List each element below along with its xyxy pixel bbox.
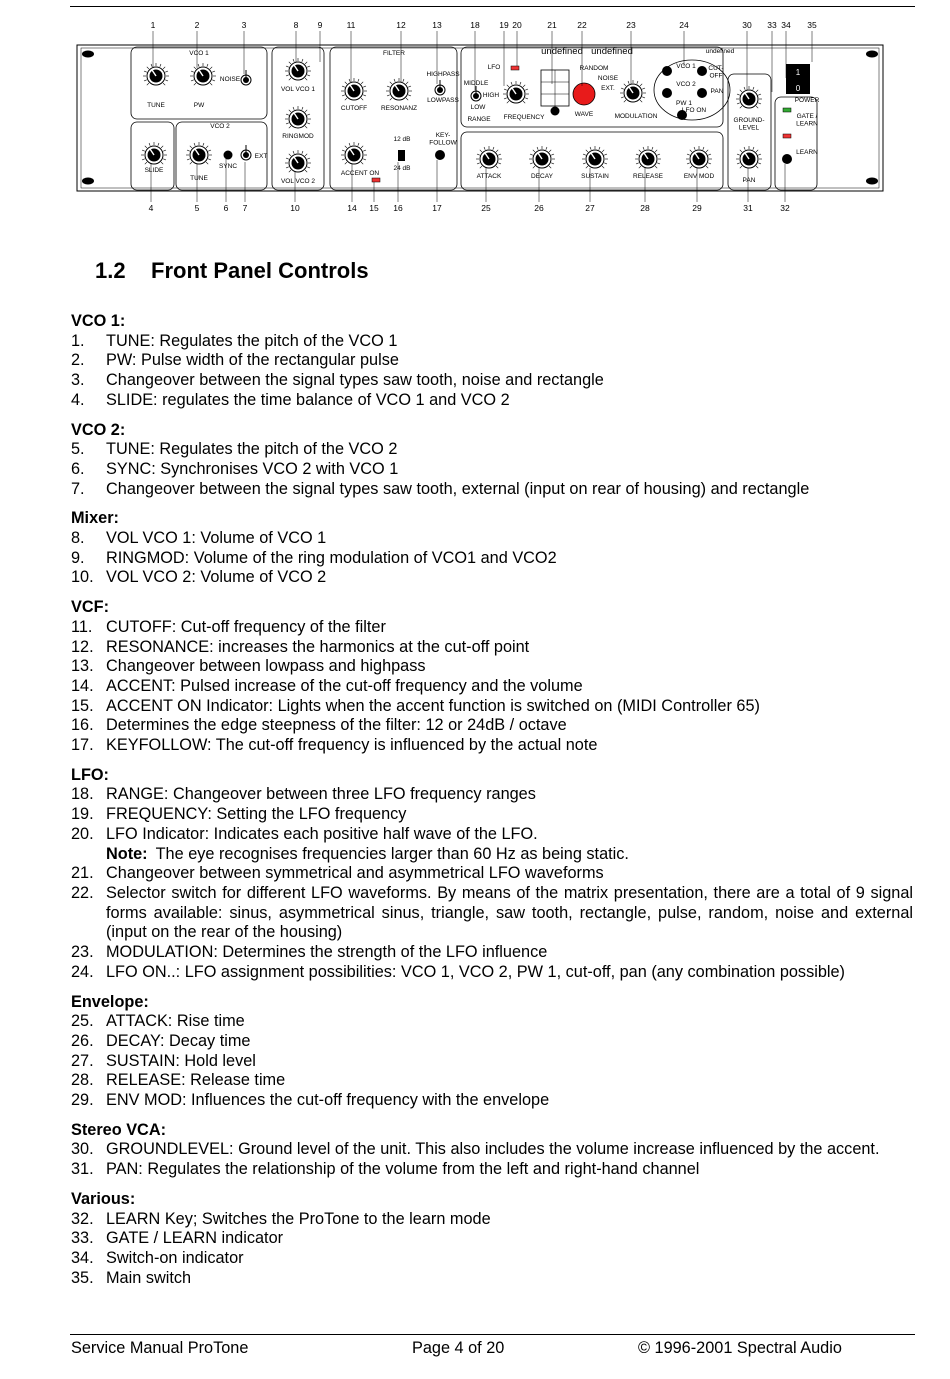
panel-label: LOWPASS [427, 97, 459, 104]
item-number: 27. [71, 1051, 94, 1070]
callout-number: 28 [640, 203, 650, 213]
panel-label: ATTACK [476, 173, 502, 180]
item-text: RELEASE: Release time [106, 1071, 286, 1090]
item-text: FREQUENCY: Setting the LFO frequency [106, 805, 407, 824]
panel-label: LEARN [796, 120, 818, 128]
panel-label: EXT [254, 153, 268, 160]
item-number: 21. [71, 864, 94, 883]
panel-label: HIGH [482, 92, 500, 99]
list-item [71, 1091, 913, 1111]
section-subtitle: Stereo VCA: [71, 1120, 166, 1139]
list-item [71, 825, 913, 845]
push-button-icon [697, 66, 707, 76]
panel-label: VOL VCO 2 [280, 178, 316, 185]
controls-list [71, 312, 913, 1298]
panel-label: CUT- [708, 65, 724, 72]
item-number: 24. [71, 962, 94, 981]
panel-label: RESONANZ [380, 105, 418, 112]
item-number: 16. [71, 716, 94, 735]
section-title: Front Panel Controls [151, 258, 369, 283]
list-item [71, 391, 913, 411]
callout-number: 33 [767, 20, 777, 30]
item-text: Changeover between symmetrical and asymmetrical LFO waveforms [106, 864, 604, 883]
panel-label: VCO 1 [676, 63, 696, 70]
callout-number: 10 [290, 203, 300, 213]
list-item [71, 549, 913, 569]
section-subtitle: VCF: [71, 598, 109, 617]
svg-text:1: 1 [795, 68, 801, 77]
item-number: 3. [71, 371, 85, 390]
footer-copyright: © 1996-2001 Spectral Audio [638, 1339, 842, 1357]
list-item [71, 736, 913, 756]
item-text: ATTACK: Rise time [106, 1012, 245, 1031]
list-item [71, 1210, 913, 1230]
list-item [71, 1140, 913, 1160]
item-number: 26. [71, 1031, 94, 1050]
push-button-icon [782, 154, 792, 164]
rack-hole-icon [866, 51, 878, 58]
callout-number: 3 [241, 20, 247, 30]
push-button-icon [435, 150, 445, 160]
callout-number: 32 [780, 203, 790, 213]
push-button-icon [224, 151, 233, 160]
list-item [71, 1052, 913, 1072]
callout-number: 18 [470, 20, 480, 30]
callout-number: 2 [194, 20, 200, 30]
slide-switch-icon [398, 150, 405, 161]
list-item [71, 963, 913, 983]
callout-number: 6 [223, 203, 229, 213]
callout-number: 20 [512, 20, 522, 30]
list-item [71, 529, 913, 549]
svg-text:0: 0 [795, 84, 801, 93]
panel-label: RANGE [467, 116, 491, 123]
callout-number: 7 [242, 203, 248, 213]
list-item [71, 805, 913, 825]
callout-number: 31 [743, 203, 753, 213]
item-text: Switch-on indicator [106, 1248, 244, 1267]
rack-hole-icon [866, 178, 878, 185]
item-text: CUTOFF: Cut-off frequency of the filter [106, 617, 386, 636]
item-number: 35. [71, 1268, 94, 1287]
panel-label: SLIDE [144, 167, 164, 174]
panel-label: FOLLOW [429, 139, 457, 147]
item-text: SYNC: Synchronises VCO 2 with VCO 1 [106, 459, 399, 478]
section-subtitle: VCO 2: [71, 420, 126, 439]
item-text: PAN: Regulates the relationship of the volume from the left and right-hand channel [106, 1160, 700, 1179]
callout-number: 21 [547, 20, 557, 30]
panel-label: LEARN [796, 149, 818, 156]
list-item [71, 440, 913, 460]
panel-label: PAN [710, 88, 724, 95]
panel-label: VCO 2 [210, 123, 230, 130]
section-block [71, 766, 913, 983]
footer-rule [70, 1334, 915, 1335]
panel-label: RANDOM [579, 65, 609, 72]
item-number: 8. [71, 529, 85, 548]
section-subtitle: Mixer: [71, 509, 119, 528]
item-number: 23. [71, 943, 94, 962]
item-text: ACCENT ON Indicator: Lights when the accent function is switched on (MIDI Controller 65) [106, 696, 760, 715]
item-text: LFO Indicator: Indicates each positive half wave of the LFO. [106, 824, 538, 843]
item-text: RINGMOD: Volume of the ring modulation of VCO1 and VCO2 [106, 548, 557, 567]
item-text: SUSTAIN: Hold level [106, 1051, 256, 1070]
item-number: 18. [71, 785, 94, 804]
panel-label: EXT. [601, 85, 615, 92]
item-number: 22. [71, 883, 94, 902]
list-item [71, 1071, 913, 1091]
push-button-icon [697, 88, 707, 98]
item-text: RANGE: Changeover between three LFO frequency ranges [106, 785, 536, 804]
item-text: KEYFOLLOW: The cut-off frequency is influenced by the actual note [106, 736, 598, 755]
list-item [71, 677, 913, 697]
item-number: 15. [71, 696, 94, 715]
panel-label: LFO ON [681, 107, 707, 114]
front-panel-illustration [70, 14, 915, 224]
panel-label: CUTOFF [340, 105, 368, 112]
panel-label: HIGHPASS [426, 71, 460, 78]
item-number: 34. [71, 1248, 94, 1267]
callout-number: 19 [499, 20, 509, 30]
item-number: 11. [71, 617, 93, 636]
callout-number: 4 [148, 203, 154, 213]
panel-label: MIDDLE [463, 80, 489, 87]
callout-number: 35 [807, 20, 817, 30]
list-item [71, 351, 913, 371]
section-block [71, 1121, 913, 1180]
callout-number: 25 [481, 203, 491, 213]
item-number: 1. [71, 331, 85, 350]
synth-panel-drawing [70, 14, 915, 224]
panel-label: ACCENT ON [340, 170, 380, 177]
indicator-led-icon [783, 108, 791, 112]
item-text: LFO ON..: LFO assignment possibilities: VCO 1, VCO 2, PW 1, cut-off, pan (any combination possible) [106, 962, 845, 981]
section-block [71, 993, 913, 1111]
item-number: 5. [71, 440, 85, 459]
push-button-icon [662, 88, 672, 98]
rack-hole-icon [82, 178, 94, 185]
section-number: 1.2 [95, 258, 126, 283]
callout-number: 29 [692, 203, 702, 213]
section-block [71, 312, 913, 411]
list-item [71, 1229, 913, 1249]
section-subtitle: VCO 1: [71, 312, 126, 330]
item-text: GATE / LEARN indicator [106, 1229, 284, 1248]
item-number: 4. [71, 390, 85, 409]
list-item [71, 371, 913, 391]
push-button-icon [551, 107, 560, 116]
list-item [71, 332, 913, 352]
panel-label: GATE / [796, 113, 818, 120]
list-item [71, 1160, 913, 1180]
item-text: Determines the edge steepness of the filter: 12 or 24dB / octave [106, 716, 567, 735]
list-item [71, 460, 913, 480]
section-block [71, 598, 913, 756]
item-text: GROUNDLEVEL: Ground level of the unit. This also includes the volume increase influenced by the accent. [106, 1140, 880, 1159]
item-text: Changeover between lowpass and highpass [106, 657, 426, 676]
list-item [71, 618, 913, 638]
callout-number: 23 [626, 20, 636, 30]
panel-label: KEY- [435, 132, 451, 139]
callout-number: 34 [781, 20, 791, 30]
panel-label: PW 1 [676, 100, 692, 107]
panel-label: RELEASE [633, 173, 663, 180]
list-item [71, 1249, 913, 1269]
indicator-led-icon [783, 134, 791, 138]
section-block [71, 1190, 913, 1289]
item-number: 6. [71, 459, 85, 478]
panel-label: LOW [470, 104, 486, 111]
section-block [71, 509, 913, 588]
panel-label: TUNE [147, 102, 165, 109]
item-text: MODULATION: Determines the strength of the LFO influence [106, 943, 548, 962]
panel-label: WAVE [574, 111, 594, 118]
list-item [71, 1032, 913, 1052]
panel-label: TUNE [190, 175, 208, 182]
item-number: 25. [71, 1012, 94, 1031]
footer-page: Page 4 of 20 [412, 1339, 505, 1357]
item-text: Changeover between the signal types saw tooth, external (input on rear of housing) and rectangle [106, 479, 810, 498]
indicator-led-icon [511, 66, 519, 70]
item-number: 28. [71, 1071, 94, 1090]
list-item [71, 884, 913, 943]
panel-label: VOL VCO 1 [280, 86, 316, 93]
callout-number: 11 [346, 20, 356, 30]
section-subtitle: Envelope: [71, 992, 149, 1011]
panel-label: undefined [705, 48, 735, 55]
list-item [71, 480, 913, 500]
panel-label: GROUND- [733, 117, 765, 124]
item-text: LEARN Key; Switches the ProTone to the learn mode [106, 1209, 491, 1228]
callout-number: 15 [369, 203, 379, 213]
section-heading [95, 258, 369, 284]
item-text: TUNE: Regulates the pitch of the VCO 1 [106, 331, 398, 350]
callout-number: 5 [194, 203, 200, 213]
item-text: PW: Pulse width of the rectangular pulse [106, 351, 399, 370]
item-text: VOL VCO 1: Volume of VCO 1 [106, 529, 327, 548]
panel-label: SUSTAIN [581, 173, 609, 180]
panel-label: undefined [541, 46, 583, 57]
panel-label: PAN [742, 177, 756, 184]
item-number: 10. [71, 568, 94, 587]
list-item [71, 638, 913, 658]
panel-label: 24 dB [393, 165, 411, 172]
item-number: 17. [71, 736, 94, 755]
item-number: 32. [71, 1209, 94, 1228]
callout-number: 22 [577, 20, 587, 30]
callout-number: 8 [293, 20, 299, 30]
list-item [71, 657, 913, 677]
panel-label: FILTER [383, 50, 405, 57]
item-number: 33. [71, 1229, 94, 1248]
callout-number: 24 [679, 20, 689, 30]
panel-label: 12 dB [393, 136, 411, 143]
callout-number: 30 [742, 20, 752, 30]
callout-number: 1 [150, 20, 156, 30]
item-text: Changeover between the signal types saw tooth, noise and rectangle [106, 371, 604, 390]
note: Note: The eye recognises frequencies larger than 60 Hz as being static. [106, 844, 629, 863]
section-subtitle: LFO: [71, 765, 109, 784]
panel-label: POWER [794, 97, 820, 104]
item-text: Main switch [106, 1268, 192, 1287]
callout-number: 9 [317, 20, 323, 30]
item-text: VOL VCO 2: Volume of VCO 2 [106, 568, 327, 587]
footer-left: Service Manual ProTone [71, 1339, 249, 1357]
panel-label: FREQUENCY [503, 114, 545, 121]
panel-label: NOISE [219, 76, 241, 83]
callout-number: 12 [396, 20, 406, 30]
callout-number: 16 [393, 203, 403, 213]
panel-label: RINGMOD [282, 133, 314, 140]
wave-selector-knob-icon [573, 83, 595, 105]
panel-label: ENV MOD [683, 173, 715, 180]
list-item [71, 697, 913, 717]
list-item [71, 785, 913, 805]
panel-label: VCO 2 [676, 81, 696, 88]
push-button-icon [662, 66, 672, 76]
list-item [71, 716, 913, 736]
list-item [71, 943, 913, 963]
callout-number: 13 [432, 20, 442, 30]
panel-label: MODULATION [614, 113, 658, 120]
section-block [71, 421, 913, 500]
item-text: ENV MOD: Influences the cut-off frequency with the envelope [106, 1091, 550, 1110]
panel-label: OFF [709, 72, 723, 80]
panel-label: SYNC [218, 163, 238, 170]
item-number: 9. [71, 548, 85, 567]
item-text: ACCENT: Pulsed increase of the cut-off frequency and the volume [106, 676, 583, 695]
item-number: 31. [71, 1160, 94, 1179]
callout-number: 27 [585, 203, 595, 213]
item-text: SLIDE: regulates the time balance of VCO 1 and VCO 2 [106, 390, 510, 409]
callout-number: 26 [534, 203, 544, 213]
callout-number: 17 [432, 203, 442, 213]
item-number: 12. [71, 637, 94, 656]
item-text: Selector switch for different LFO waveforms. By means of the matrix presentation, there are a total of 9 signal forms available: sinus, asymmetrical sinus, triangle, saw tooth, rectangle, pulse, random, noise and external (input on the rear of the housing) [106, 883, 913, 942]
item-number: 30. [71, 1140, 94, 1159]
item-number: 7. [71, 479, 85, 498]
panel-label: NOISE [597, 75, 619, 82]
panel-label: LEVEL [738, 124, 760, 132]
panel-label: VCO 1 [189, 50, 209, 57]
rack-hole-icon [82, 51, 94, 58]
item-text: RESONANCE: increases the harmonics at the cut-off point [106, 637, 530, 656]
list-item [71, 864, 913, 884]
item-number: 2. [71, 351, 85, 370]
panel-label: PW [193, 102, 205, 109]
callout-number: 14 [347, 203, 357, 213]
list-item [71, 568, 913, 588]
item-text: DECAY: Decay time [106, 1031, 251, 1050]
item-text: TUNE: Regulates the pitch of the VCO 2 [106, 440, 398, 459]
top-rule [70, 6, 915, 7]
panel-label: LFO [487, 64, 501, 71]
item-number: 20. [71, 824, 94, 843]
item-number: 29. [71, 1091, 94, 1110]
section-subtitle: Various: [71, 1189, 136, 1208]
list-item [71, 1269, 913, 1289]
panel-label: DECAY [531, 173, 553, 180]
indicator-led-icon [372, 178, 380, 182]
list-item [71, 1012, 913, 1032]
panel-label: undefined [591, 46, 633, 57]
item-number: 14. [71, 676, 94, 695]
item-number: 19. [71, 805, 94, 824]
item-number: 13. [71, 657, 94, 676]
